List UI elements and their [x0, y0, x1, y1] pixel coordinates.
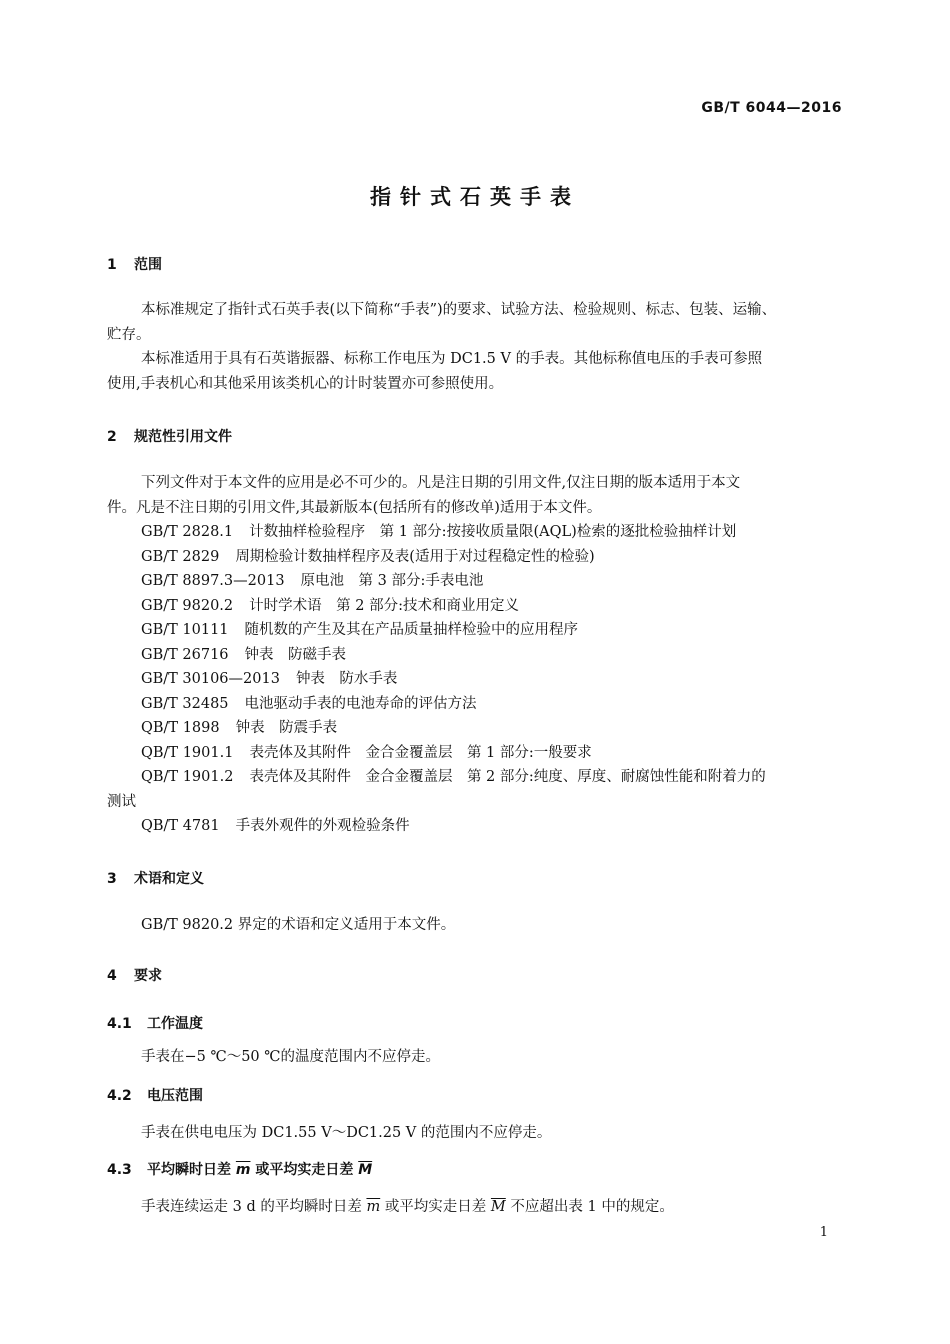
reference-title: 表壳体及其附件 金合金覆盖层 第 2 部分:纯度、厚度、耐腐蚀性能和附着力的 [249, 769, 766, 785]
subsection-heading-working-temperature [107, 1013, 203, 1033]
section-title: 范围 [134, 257, 162, 273]
reference-title: 计时学术语 第 2 部分:技术和商业用定义 [249, 597, 519, 614]
subsection-heading-daily-rate [107, 1159, 372, 1179]
page-number: 1 [819, 1225, 828, 1240]
reference-code: GB/T 26716 [141, 646, 229, 663]
reference-code: QB/T 4781 [141, 818, 220, 834]
section-number: 1 [107, 257, 117, 273]
text-line: 本标准规定了指针式石英手表(以下简称“手表”)的要求、试验方法、检验规则、标志、包装、运输、 [141, 302, 777, 318]
section-number: 4 [107, 968, 117, 984]
paragraph: 手表在供电电压为 DC1.55 V～DC1.25 V 的范围内不应停走。 [141, 1125, 552, 1141]
reference-item [141, 545, 595, 570]
text-line: 贮存。 [107, 326, 151, 343]
reference-title: 钟表 防水手表 [295, 671, 398, 687]
reference-title: 周期检验计数抽样程序及表(适用于对过程稳定性的检验) [235, 548, 595, 565]
section-heading-normative-references [107, 426, 232, 446]
symbol-M-bar: $\overline{M}$ [358, 1162, 373, 1178]
reference-code: GB/T 2829 [141, 548, 220, 565]
section-heading-requirements [107, 965, 162, 985]
reference-item [141, 692, 477, 717]
reference-title: 计数抽样检验程序 第 1 部分:按接收质量限(AQL)检索的逐批检验抽样计划 [249, 524, 737, 540]
text-segment: 手表连续运走 3 d 的平均瞬时日差 [141, 1199, 362, 1215]
reference-code: QB/T 1898 [141, 720, 220, 736]
reference-title-continued: 测试 [107, 793, 136, 810]
section-title: 要求 [134, 968, 162, 984]
section-title: 术语和定义 [134, 871, 204, 887]
section-title: 规范性引用文件 [134, 429, 232, 445]
reference-code: QB/T 1901.2 [141, 769, 234, 785]
document-title: 指针式石英手表 [370, 185, 580, 209]
symbol-M-bar: $\overline{M}$ [490, 1199, 506, 1215]
reference-code: GB/T 2828.1 [141, 524, 234, 540]
reference-item [141, 643, 346, 668]
reference-title: 原电池 第 3 部分:手表电池 [300, 573, 484, 589]
paragraph [107, 471, 843, 520]
section-title: 工作温度 [147, 1016, 203, 1032]
reference-code: GB/T 30106—2013 [141, 671, 280, 687]
reference-title: 电池驱动手表的电池寿命的评估方法 [244, 695, 477, 712]
section-number: 4.1 [107, 1016, 132, 1032]
reference-code: GB/T 10111 [141, 622, 229, 638]
reference-code: GB/T 32485 [141, 695, 229, 712]
paragraph [107, 298, 843, 396]
reference-item [141, 520, 736, 545]
paragraph: 手表在−5 ℃～50 ℃的温度范围内不应停走。 [141, 1049, 440, 1065]
symbol-m-bar: $\overline{m}$ [235, 1162, 251, 1178]
reference-code: QB/T 1901.1 [141, 744, 234, 761]
section-number: 2 [107, 429, 117, 445]
reference-title: 钟表 防震手表 [235, 720, 338, 736]
reference-item [141, 814, 410, 839]
section-number: 4.2 [107, 1088, 132, 1104]
symbol-m-bar: $\overline{m}$ [366, 1199, 381, 1215]
subsection-heading-voltage-range [107, 1085, 203, 1105]
reference-item [141, 569, 483, 594]
paragraph: GB/T 9820.2 界定的术语和定义适用于本文件。 [141, 917, 456, 933]
text-line: 本标准适用于具有石英谐振器、标称工作电压为 DC1.5 V 的手表。其他标称值电压的手表可参照 [141, 351, 763, 367]
section-heading-terms [107, 868, 204, 888]
reference-item [141, 618, 578, 643]
reference-title: 钟表 防磁手表 [244, 646, 347, 663]
reference-title: 手表外观件的外观检验条件 [235, 818, 410, 834]
reference-item [141, 594, 519, 619]
section-title: 或平均实走日差 [255, 1162, 354, 1178]
section-number: 3 [107, 871, 117, 887]
reference-item [141, 741, 592, 766]
standard-number: GB/T 6044—2016 [701, 100, 842, 116]
section-heading-scope [107, 254, 162, 274]
text-line: 件。凡是不注日期的引用文件,其最新版本(包括所有的修改单)适用于本文件。 [107, 499, 602, 516]
reference-item [141, 667, 397, 692]
reference-code: GB/T 8897.3—2013 [141, 573, 285, 589]
section-number: 4.3 [107, 1162, 132, 1178]
text-segment: 不应超出表 1 中的规定。 [510, 1199, 674, 1215]
reference-item [141, 716, 337, 741]
reference-title: 随机数的产生及其在产品质量抽样检验中的应用程序 [244, 622, 579, 638]
reference-code: GB/T 9820.2 [141, 597, 234, 614]
text-line: 使用,手表机心和其他采用该类机心的计时装置亦可参照使用。 [107, 375, 504, 392]
reference-title: 表壳体及其附件 金合金覆盖层 第 1 部分:一般要求 [249, 744, 592, 761]
text-segment: 或平均实走日差 [384, 1199, 487, 1215]
reference-item [107, 765, 843, 814]
section-title: 平均瞬时日差 [147, 1162, 231, 1178]
paragraph [141, 1195, 674, 1220]
section-title: 电压范围 [147, 1088, 203, 1104]
text-line: 下列文件对于本文件的应用是必不可少的。凡是注日期的引用文件,仅注日期的版本适用于本文 [141, 475, 741, 491]
